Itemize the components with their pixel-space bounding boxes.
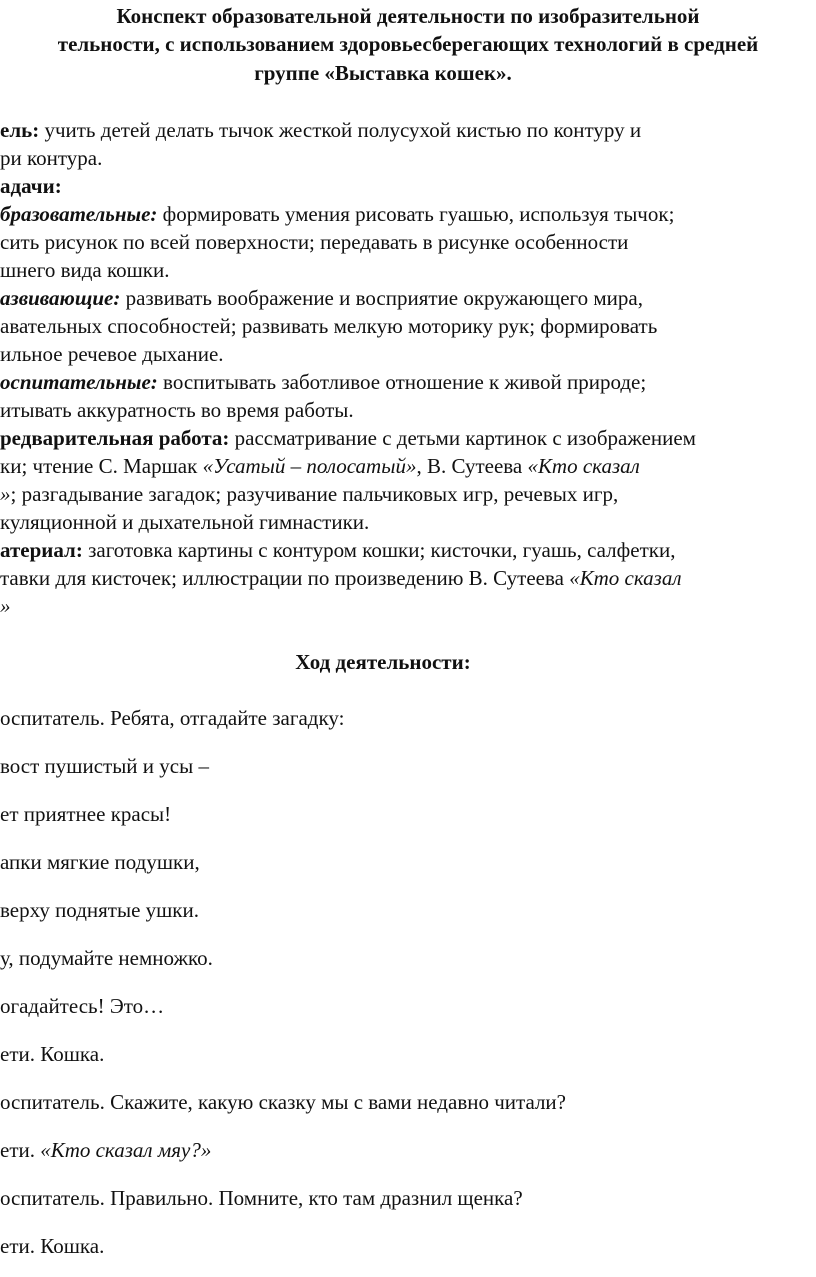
developing-text-2: авательных способностей; развивать мелкую моторику рук; формировать xyxy=(0,314,658,338)
dialogue-line-6: у, подумайте немножко. xyxy=(0,946,213,970)
developing-text-3: ильное речевое дыхание. xyxy=(0,342,224,366)
dialogue-line-9: оспитатель. Скажите, какую сказку мы с вами недавно читали? xyxy=(0,1090,566,1114)
preliminary-paragraph xyxy=(0,426,696,451)
goal-label: ель: xyxy=(0,118,40,142)
material-text-1: заготовка картины с контуром кошки; кисточки, гуашь, салфетки, xyxy=(82,538,676,562)
book-title-2-end: » xyxy=(0,482,11,506)
goal-paragraph xyxy=(0,118,641,143)
upbringing-text-1: воспитывать заботливое отношение к живой природе; xyxy=(157,370,647,394)
educational-label: бразовательные: xyxy=(0,202,158,226)
goal-text-2: ри контура. xyxy=(0,146,103,170)
book-title-2: «Кто сказал xyxy=(527,454,640,478)
material-text-2 xyxy=(0,566,682,591)
educational-text-3: шнего вида кошки. xyxy=(0,258,170,282)
material-label: атериал: xyxy=(0,538,83,562)
preliminary-text-4: куляционной и дыхательной гимнастики. xyxy=(0,510,370,534)
book-title-1: «Усатый – полосатый» xyxy=(202,454,417,478)
preliminary-text-2 xyxy=(0,454,640,479)
upbringing-label: оспитательные: xyxy=(0,370,158,394)
dialogue-line-11: оспитатель. Правильно. Помните, кто там дразнил щенка? xyxy=(0,1186,523,1210)
upbringing-text-2: итывать аккуратность во время работы. xyxy=(0,398,354,422)
dialogue-line-5: верху поднятые ушки. xyxy=(0,898,199,922)
dialogue-line-10 xyxy=(0,1138,211,1163)
material-text-3: » xyxy=(0,594,11,618)
preliminary-text-2c: , В. Сутеева xyxy=(416,454,528,478)
preliminary-text-3b: ; разгадывание загадок; разучивание пальчиковых игр, речевых игр, xyxy=(10,482,619,506)
dialogue-line-7: огадайтесь! Это… xyxy=(0,994,165,1018)
material-book-title: «Кто сказал xyxy=(569,566,682,590)
material-paragraph xyxy=(0,538,675,563)
educational-text-2: сить рисунок по всей поверхности; передавать в рисунке особенности xyxy=(0,230,629,254)
document-title-line-3: группе «Выставка кошек». xyxy=(254,61,512,85)
dialogue-line-12: ети. Кошка. xyxy=(0,1234,105,1258)
dialogue-line-4: апки мягкие подушки, xyxy=(0,850,200,874)
goal-text-1: учить детей делать тычок жесткой полусухой кистью по контуру и xyxy=(39,118,642,142)
dialogue-line-2: вост пушистый и усы – xyxy=(0,754,209,778)
dialogue-line-3: ет приятнее красы! xyxy=(0,802,172,826)
dialogue-line-8: ети. Кошка. xyxy=(0,1042,105,1066)
educational-text-1: формировать умения рисовать гуашью, используя тычок; xyxy=(157,202,675,226)
document-title-line-2: тельности, с использованием здоровьесберегающих технологий в средней xyxy=(57,32,759,56)
developing-label: азвивающие: xyxy=(0,286,121,310)
document-title-line-1: Конспект образовательной деятельности по изобразительной xyxy=(116,4,700,28)
educational-paragraph xyxy=(0,202,674,227)
preliminary-label: редварительная работа: xyxy=(0,426,230,450)
preliminary-text-2a: ки; чтение С. Маршак xyxy=(0,454,203,478)
material-text-2a: тавки для кисточек; иллюстрации по произведению В. Сутеева xyxy=(0,566,570,590)
section-title: Ход деятельности: xyxy=(295,650,471,674)
dialogue-line-1: оспитатель. Ребята, отгадайте загадку: xyxy=(0,706,345,730)
developing-paragraph xyxy=(0,286,643,311)
fairy-tale-title: «Кто сказал мяу?» xyxy=(40,1138,212,1162)
upbringing-paragraph xyxy=(0,370,646,395)
developing-text-1: развивать воображение и восприятие окружающего мира, xyxy=(120,286,643,310)
preliminary-text-3 xyxy=(0,482,618,507)
tasks-label: адачи: xyxy=(0,174,62,198)
dialogue-line-10a: ети. xyxy=(0,1138,41,1162)
preliminary-text-1: рассматривание с детьми картинок с изображением xyxy=(229,426,696,450)
